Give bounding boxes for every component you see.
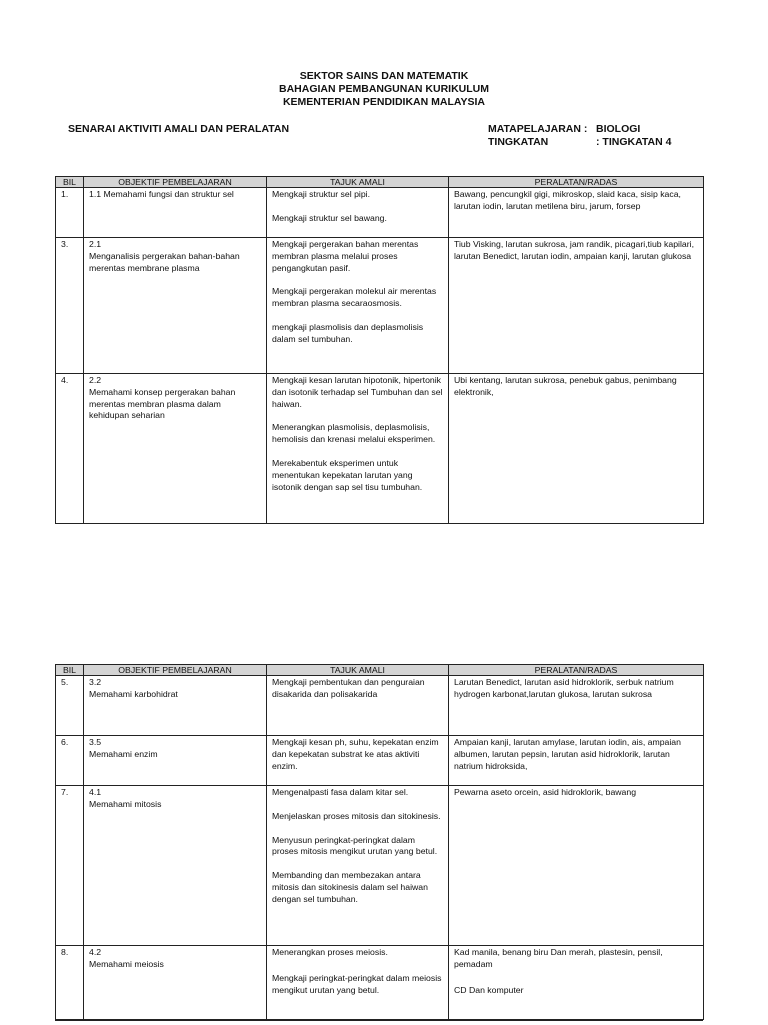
header-line-2: BAHAGIAN PEMBANGUNAN KURIKULUM (279, 83, 489, 95)
peralatan-text: Ampaian kanji, larutan amylase, larutan iodin, ais, ampaian albumen, larutan pepsin, larutan asid hidroklorik, larutan natrium hidroksida, (454, 737, 681, 771)
row-number: 3. (56, 238, 84, 374)
header-line-3: KEMENTERIAN PENDIDIKAN MALAYSIA (282, 96, 486, 108)
tajuk-text: Menerangkan proses meiosis. (272, 947, 388, 957)
peralatan-text: Bawang, pencungkil gigi, mikroskop, slaid kaca, sisip kaca, larutan iodin, larutan metilena biru, jarum, forsep (454, 189, 681, 211)
table-header-row (56, 665, 704, 676)
table-row (56, 238, 704, 374)
table-row (56, 736, 704, 786)
objektif-cell (84, 676, 267, 736)
table-row (56, 188, 704, 238)
table-row (56, 374, 704, 524)
col-objektif-header: OBJEKTIF PEMBELAJARAN (84, 177, 267, 188)
tajuk-text: Mengkaji peringkat-peringkat dalam meiosis mengikut urutan yang betul. (272, 972, 442, 995)
objektif-text: Menganalisis pergerakan bahan-bahan merentas membrane plasma (89, 250, 240, 273)
tajuk-text: Menerangkan plasmolisis, deplasmolisis, hemolisis dan krenasi melalui eksperimen. (272, 422, 436, 445)
tajuk-text: Mengkaji pergerakan molekul air merentas membran plasma secaraosmosis. (272, 286, 437, 309)
tajuk-cell (267, 676, 449, 736)
tajuk-text: Mengenalpasti fasa dalam kitar sel. (272, 787, 409, 797)
peralatan-cell (449, 676, 704, 736)
col-peralatan-header: PERALATAN/RADAS (449, 665, 704, 676)
level-label: TINGKATAN (488, 136, 549, 148)
table-continuation-edge (55, 1020, 703, 1025)
col-objektif-header: OBJEKTIF PEMBELAJARAN (84, 665, 267, 676)
objektif-text: 2.1 (89, 239, 102, 249)
peralatan-cell (449, 736, 704, 786)
tajuk-text: Menyusun peringkat-peringkat dalam proses mitosis mengikut urutan yang betul. (272, 834, 438, 857)
tajuk-text: mengkaji plasmolisis dan deplasmolisis dalam sel tumbuhan. (272, 321, 424, 344)
tajuk-cell (267, 946, 449, 1020)
col-peralatan-header: PERALATAN/RADAS (449, 177, 704, 188)
objektif-cell (84, 736, 267, 786)
peralatan-cell (449, 238, 704, 374)
subject-row (488, 123, 640, 135)
objektif-text: Memahami karbohidrat (89, 688, 178, 699)
table-row (56, 786, 704, 946)
objektif-cell (84, 786, 267, 946)
objektif-cell (84, 374, 267, 524)
col-tajuk-header: TAJUK AMALI (267, 177, 449, 188)
objektif-text: Memahami mitosis (89, 798, 162, 809)
peralatan-text: CD Dan komputer (454, 984, 524, 995)
document-subtitle: SENARAI AKTIVITI AMALI DAN PERALATAN (68, 123, 290, 135)
tajuk-text: Mengkaji struktur sel bawang. (272, 212, 387, 223)
tajuk-cell (267, 238, 449, 374)
activity-table-1 (55, 176, 704, 524)
tajuk-text: Mengkaji struktur sel pipi. (272, 189, 371, 199)
level-row (488, 136, 671, 148)
peralatan-text: Tiub Visking, larutan sukrosa, jam randik, picagari,tiub kapilari, larutan Benedict, larutan iodin, ampaian kanji, larutan glukosa (454, 239, 694, 261)
activity-table-2 (55, 664, 704, 1020)
tajuk-text: Mengkaji pergerakan bahan merentas membran plasma melalui proses pengangkutan pasif. (272, 239, 419, 273)
subject-value: BIOLOGI (596, 123, 641, 135)
row-number: 5. (56, 676, 84, 736)
tajuk-cell (267, 736, 449, 786)
tajuk-cell (267, 188, 449, 238)
row-number: 6. (56, 736, 84, 786)
objektif-cell (84, 188, 267, 238)
objektif-text: 1.1 Memahami fungsi dan struktur sel (89, 189, 234, 199)
objektif-cell (84, 946, 267, 1020)
tajuk-text: Menjelaskan proses mitosis dan sitokinesis. (272, 810, 441, 821)
tajuk-text: Mengkaji kesan ph, suhu, kepekatan enzim dan kepekatan substrat ke atas aktiviti enzim. (272, 737, 439, 771)
table-row (56, 946, 704, 1020)
objektif-text: 2.2 (89, 375, 102, 385)
peralatan-cell (449, 188, 704, 238)
row-number: 7. (56, 786, 84, 946)
subject-label: MATAPELAJARAN : (488, 123, 588, 135)
col-bil-header: BIL (56, 665, 84, 676)
objektif-text: 3.5 (89, 737, 102, 747)
tajuk-text: Merekabentuk eksperimen untuk menentukan kepekatan larutan yang isotonik dengan sap sel tisu tumbuhan. (272, 457, 423, 492)
col-bil-header: BIL (56, 177, 84, 188)
tajuk-text: Membanding dan membezakan antara mitosis dan sitokinesis dalam sel haiwan dengan sel tumbuhan. (272, 870, 428, 904)
row-number: 4. (56, 374, 84, 524)
peralatan-text: Larutan Benedict, larutan asid hidroklorik, serbuk natrium hydrogen karbonat,larutan glukosa, larutan sukrosa (454, 677, 674, 699)
tajuk-cell (267, 374, 449, 524)
objektif-text: 3.2 (89, 677, 102, 687)
objektif-text: 4.2 (89, 947, 102, 957)
peralatan-cell (449, 946, 704, 1020)
tajuk-text: Mengkaji kesan larutan hipotonik, hipertonik dan isotonik terhadap sel Tumbuhan dan sel haiwan. (272, 375, 443, 409)
objektif-text: Memahami konsep pergerakan bahan merentas membran plasma dalam kehidupan seharian (89, 386, 236, 421)
peralatan-text: Kad manila, benang biru Dan merah, plastesin, pensil, pemadam (454, 947, 663, 969)
col-tajuk-header: TAJUK AMALI (267, 665, 449, 676)
header-line-1: SEKTOR SAINS DAN MATEMATIK (299, 70, 469, 82)
objektif-text: Memahami meiosis (89, 958, 164, 969)
objektif-cell (84, 238, 267, 374)
peralatan-text: Pewarna aseto orcein, asid hidroklorik, bawang (454, 787, 637, 797)
objektif-text: Memahami enzim (89, 748, 158, 759)
table-row (56, 676, 704, 736)
tajuk-text: Mengkaji pembentukan dan penguraian disakarida dan polisakarida (272, 677, 425, 699)
peralatan-text: Ubi kentang, larutan sukrosa, penebuk gabus, penimbang elektronik, (454, 375, 677, 397)
table-header-row (56, 177, 704, 188)
peralatan-cell (449, 786, 704, 946)
objektif-text: 4.1 (89, 787, 102, 797)
tajuk-cell (267, 786, 449, 946)
row-number: 1. (56, 188, 84, 238)
level-value: : TINGKATAN 4 (596, 136, 672, 148)
peralatan-cell (449, 374, 704, 524)
row-number: 8. (56, 946, 84, 1020)
